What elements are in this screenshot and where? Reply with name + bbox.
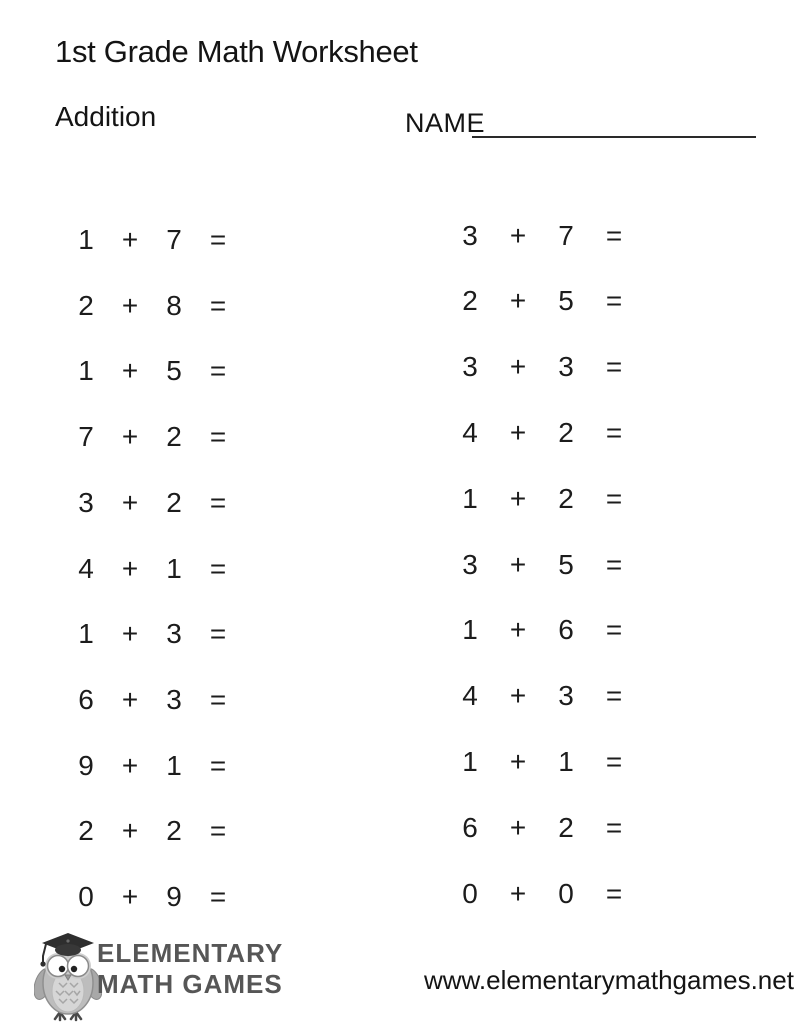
addend-a: 3 [462, 548, 478, 580]
logo-line1: ELEMENTARY [97, 938, 284, 968]
plus-sign: + [509, 680, 527, 712]
name-label: NAME [405, 108, 486, 138]
plus-sign: + [509, 351, 527, 383]
equals-sign: = [605, 285, 623, 317]
problem-row [446, 481, 638, 517]
addend-a: 9 [78, 749, 94, 781]
addend-a: 1 [78, 618, 94, 650]
plus-sign: + [121, 815, 139, 847]
equals-sign: = [209, 815, 227, 847]
addend-b: 9 [166, 881, 182, 912]
equals-sign: = [209, 683, 227, 715]
addend-a: 4 [78, 552, 94, 584]
plus-sign: + [121, 683, 139, 715]
addend-a: 1 [462, 482, 478, 514]
problem-row [446, 612, 638, 648]
addend-b: 2 [558, 416, 574, 448]
equals-sign: = [605, 811, 623, 843]
addend-b: 2 [558, 482, 574, 514]
addend-b: 7 [166, 224, 182, 255]
problem-row [446, 810, 638, 846]
equals-sign: = [605, 548, 623, 580]
addend-b: 3 [558, 351, 574, 383]
equals-sign: = [209, 552, 227, 584]
worksheet-topic: Addition [55, 101, 157, 132]
equals-sign: = [209, 486, 227, 518]
logo-line2: MATH GAMES [97, 969, 283, 999]
addend-a: 0 [78, 881, 94, 912]
addend-b: 3 [166, 683, 182, 715]
plus-sign: + [509, 877, 527, 909]
problem-row [64, 222, 240, 258]
addend-b: 6 [558, 614, 574, 646]
plus-sign: + [509, 548, 527, 580]
addend-b: 2 [166, 815, 182, 847]
addend-b: 2 [166, 421, 182, 453]
plus-sign: + [509, 285, 527, 317]
addend-a: 2 [78, 815, 94, 847]
plus-sign: + [121, 421, 139, 453]
problem-row [446, 283, 638, 319]
plus-sign: + [509, 745, 527, 777]
addend-a: 1 [462, 745, 478, 777]
plus-sign: + [121, 881, 139, 912]
problem-row [64, 485, 240, 521]
addend-a: 3 [462, 351, 478, 383]
plus-sign: + [121, 749, 139, 781]
addend-a: 6 [462, 811, 478, 843]
problem-row [446, 547, 638, 583]
plus-sign: + [509, 614, 527, 646]
addend-a: 3 [78, 486, 94, 518]
problem-row [64, 748, 240, 784]
problem-row [64, 353, 240, 389]
page-title: 1st Grade Math Worksheet [55, 34, 418, 69]
problem-row [64, 419, 240, 455]
plus-sign: + [509, 811, 527, 843]
addend-b: 1 [166, 749, 182, 781]
problem-row [64, 551, 240, 587]
addend-a: 0 [462, 877, 478, 909]
problem-row [64, 813, 240, 849]
equals-sign: = [605, 351, 623, 383]
problem-row [446, 349, 638, 385]
equals-sign: = [605, 219, 623, 251]
problem-row [64, 682, 240, 718]
equals-sign: = [209, 421, 227, 453]
equals-sign: = [209, 749, 227, 781]
addend-b: 2 [558, 811, 574, 843]
addend-a: 4 [462, 416, 478, 448]
addend-b: 0 [558, 877, 574, 909]
addend-a: 6 [78, 683, 94, 715]
problem-row [446, 744, 638, 780]
plus-sign: + [121, 552, 139, 584]
addend-a: 1 [462, 614, 478, 646]
addend-a: 2 [78, 289, 94, 321]
owl-graduate-logo-icon [34, 926, 102, 1022]
equals-sign: = [209, 224, 227, 255]
addend-b: 1 [558, 745, 574, 777]
equals-sign: = [605, 482, 623, 514]
plus-sign: + [121, 289, 139, 321]
addend-a: 4 [462, 680, 478, 712]
addend-b: 2 [166, 486, 182, 518]
plus-sign: + [121, 355, 139, 387]
plus-sign: + [121, 618, 139, 650]
addend-b: 5 [558, 285, 574, 317]
equals-sign: = [209, 289, 227, 321]
addend-a: 7 [78, 421, 94, 453]
logo-wordmark [97, 938, 283, 1000]
equals-sign: = [605, 877, 623, 909]
plus-sign: + [121, 486, 139, 518]
equals-sign: = [209, 881, 227, 912]
equals-sign: = [605, 745, 623, 777]
equals-sign: = [605, 680, 623, 712]
addend-a: 1 [78, 355, 94, 387]
website-url: www.elementarymathgames.net [424, 965, 794, 995]
addend-b: 3 [558, 680, 574, 712]
addend-a: 2 [462, 285, 478, 317]
problem-row [64, 879, 240, 915]
equals-sign: = [209, 355, 227, 387]
addend-b: 3 [166, 618, 182, 650]
problem-row [64, 616, 240, 652]
name-blank-line [472, 136, 756, 138]
equals-sign: = [209, 618, 227, 650]
equals-sign: = [605, 614, 623, 646]
plus-sign: + [509, 219, 527, 251]
addend-b: 1 [166, 552, 182, 584]
addend-a: 3 [462, 219, 478, 251]
addend-b: 5 [166, 355, 182, 387]
plus-sign: + [121, 224, 139, 255]
equals-sign: = [605, 416, 623, 448]
problem-row [446, 876, 638, 912]
addend-b: 8 [166, 289, 182, 321]
plus-sign: + [509, 416, 527, 448]
problem-row [446, 218, 638, 254]
addend-b: 7 [558, 219, 574, 251]
problem-row [446, 678, 638, 714]
plus-sign: + [509, 482, 527, 514]
problem-row [446, 415, 638, 451]
addend-a: 1 [78, 224, 94, 255]
problem-row [64, 288, 240, 324]
addend-b: 5 [558, 548, 574, 580]
